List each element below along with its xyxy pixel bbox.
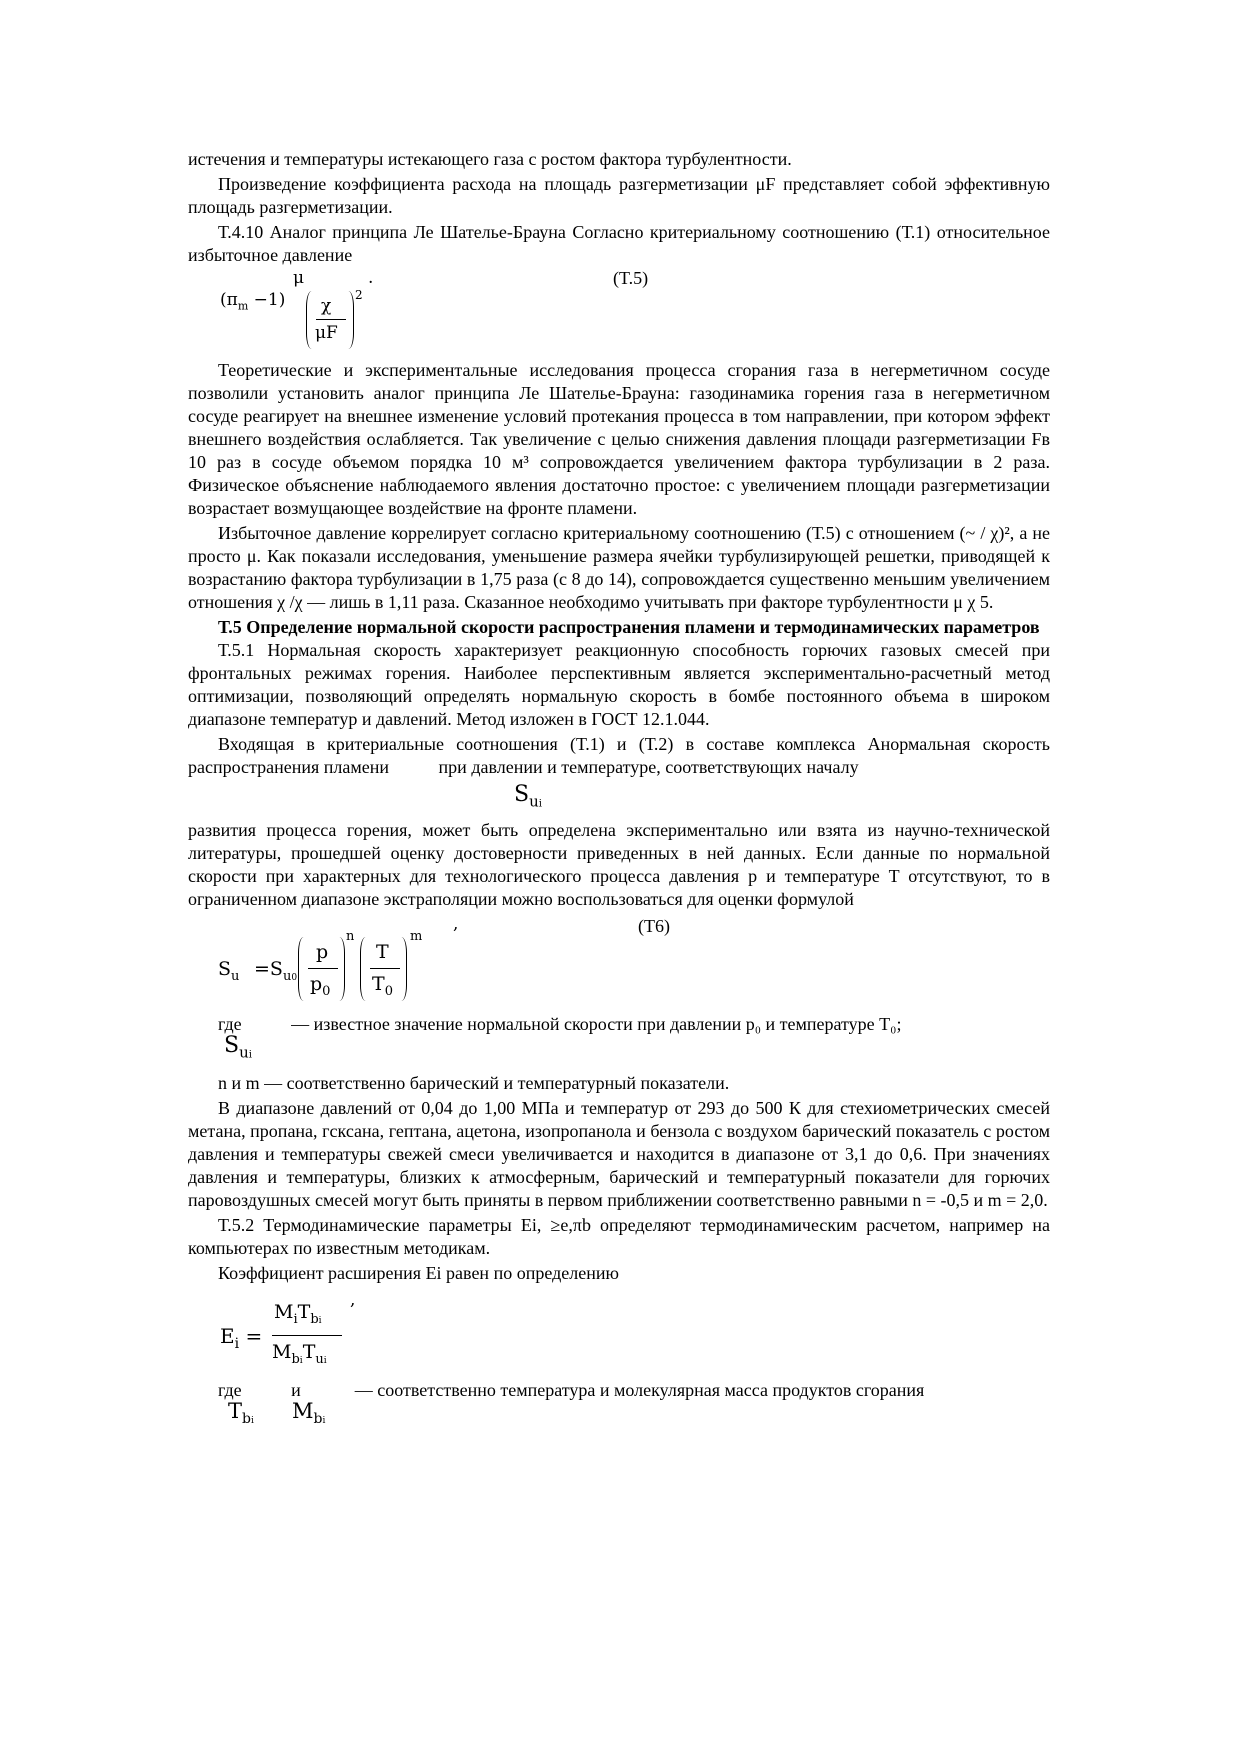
- formula-left: $E_i$ =: [220, 1324, 263, 1352]
- paragraph: Т.4.10 Аналог принципа Ле Шателье-Брауна Согласно критериальному соотношению (Т.1) относительное избыточное давление: [188, 222, 1050, 265]
- formula-exponent: n: [346, 929, 355, 944]
- paragraph: где — известное значение нормальной скорости при давлении p₀ и температуре T₀;: [218, 1014, 902, 1034]
- formula-symbol: μF: [315, 323, 338, 343]
- su-symbol: [188, 1033, 1050, 1072]
- section-heading: Т.5 Определение нормальной скорости распространения пламени и термодинамических параметров: [218, 617, 1040, 637]
- right-paren: [396, 937, 407, 1001]
- paragraph: развития процесса горения, может быть определена экспериментально или взята из научно-технической литературы, прошедшей оценку достоверности приведенных в ней данных. Если данные по нормальной скорости при характерных для технологического процесса давления p и температуре T отсутствуют, то в ограниченном диапазоне экстраполяции можно воспользоваться для оценки формулой: [188, 820, 1050, 909]
- right-paren: [334, 937, 345, 1001]
- document-body: [188, 148, 1050, 1438]
- formula-exponent: 2: [355, 288, 363, 302]
- paragraph: истечения и температуры истекающего газа с ростом фактора турбулентности.: [188, 149, 792, 169]
- formula-symbol: p: [316, 941, 329, 963]
- paragraph: В диапазоне давлений от 0,04 до 1,00 МПа и температур от 293 до 500 К для стехиометрических смесей метана, пропана, гсксана, гептана, ацетона, изопропанола и бензола с воздухом барический показатель с ростом давления и температуры свежей смеси увеличивается и находится в диапазоне от 3,1 до 0,6. При значениях давления и температуры, близких к атмосферным, барический и температурный показатели для горючих паровоздушных смесей могут быть приняты в первом приближении соответственно равными n = -0,5 и m = 2,0.: [188, 1098, 1050, 1210]
- formula-symbol: $S_{ui}$: [514, 782, 542, 811]
- formula-number: (T.5): [613, 268, 649, 288]
- fraction-bar: [272, 1335, 342, 1336]
- formula-symbol: ,: [350, 1290, 356, 1310]
- formula-right: $=S_{u0}$: [254, 958, 298, 984]
- paragraph: Теоретические и экспериментальные исследования процесса сгорания газа в негерметичном сосуде позволили установить аналог принципа Ле Шателье-Брауна: газодинамика горения газа в негерметичном сосуде реагирует на внешнее изменение условий протекания процесса в том направлении, при котором эффект внешнего воздействия ослабляется. Так увеличение с целью снижения давления площади разгерметизации Fв 10 раз в сосуде объемом порядка 10 м³ сопровождается увеличением фактора турбулизации в 2 раза. Физическое объяснение наблюдаемого явления достаточно простое: с увеличением площади разгерметизации возрастает возмущающее воздействие на фронте пламени.: [188, 360, 1050, 518]
- formula-exponent: m: [410, 929, 423, 944]
- paragraph: Входящая в критериальные соотношения (Т.1) и (Т.2) в составе комплекса Анормальная скорость распространения пламени при давлении и температуре, соответствующих началу: [188, 734, 1050, 777]
- formula-number: (T6): [638, 916, 670, 936]
- formula-symbol: $p_0$: [310, 973, 331, 999]
- paragraph: где и — соответственно температура и молекулярная масса продуктов сгорания: [218, 1380, 925, 1400]
- formula-left: $(\pi_m -1)$: [220, 290, 286, 313]
- formula-t5: [188, 269, 1050, 359]
- formula-symbol: $T_{bi}$: [228, 1399, 254, 1428]
- formula-denominator: $M_{bi}T_{ui}$: [272, 1341, 327, 1367]
- formula-symbol: $T_0$: [372, 973, 393, 999]
- fraction-bar: [316, 319, 346, 320]
- paragraph: Произведение коэффициента расхода на площадь разгерметизации μF представляет собой эффективную площадь разгерметизации.: [188, 174, 1050, 217]
- paragraph: Избыточное давление коррелирует согласно критериальному соотношению (Т.5) с отношением (~ / χ)², а не просто μ. Как показали исследования, уменьшение размера ячейки турбулизирующей решетки, приводящей к возрастанию фактора турбулизации в 1,75 раза (с 8 до 14), сопровождается существенно меньшим увеличением отношения χ /χ — лишь в 1,11 раза. Сказанное необходимо учитывать при факторе турбулентности μ χ 5.: [188, 523, 1050, 612]
- paragraph: Коэффициент расширения Ei равен по определению: [218, 1263, 619, 1283]
- formula-ei: [188, 1287, 1050, 1379]
- formula-symbol: ,: [453, 914, 459, 934]
- formula-t6: [188, 913, 1050, 1013]
- paragraph: n и m — соответственно барический и температурный показатели.: [218, 1073, 730, 1093]
- formula-symbol: χ: [321, 296, 332, 316]
- tb-mb-symbols: [188, 1399, 1050, 1438]
- formula-symbol: $S_{ui}$: [224, 1033, 252, 1062]
- formula-symbol: T: [376, 941, 389, 963]
- su-symbol: [188, 781, 1050, 819]
- left-paren: [298, 937, 309, 1001]
- formula-numerator: $M_iT_{bi}$: [274, 1301, 322, 1327]
- formula-symbol: $M_{bi}$: [292, 1399, 326, 1428]
- right-paren: [343, 291, 354, 349]
- formula-symbol: μ: [293, 268, 305, 288]
- paragraph: Т.5.1 Нормальная скорость характеризует реакционную способность горючих газовых смесей при фронтальных режимах горения. Наиболее перспективным является экспериментально-расчетный метод оптимизации, позволяющий определять нормальную скорость в бомбе постоянного объема в широком диапазоне температур и давлений. Метод изложен в ГОСТ 12.1.044.: [188, 640, 1050, 729]
- paragraph: Т.5.2 Термодинамические параметры Ei, ≥e,πb определяют термодинамическим расчетом, например на компьютерах по известным методикам.: [188, 1215, 1050, 1258]
- left-paren: [360, 937, 371, 1001]
- formula-symbol: .: [368, 268, 374, 288]
- formula-left: $S_u$: [218, 958, 240, 984]
